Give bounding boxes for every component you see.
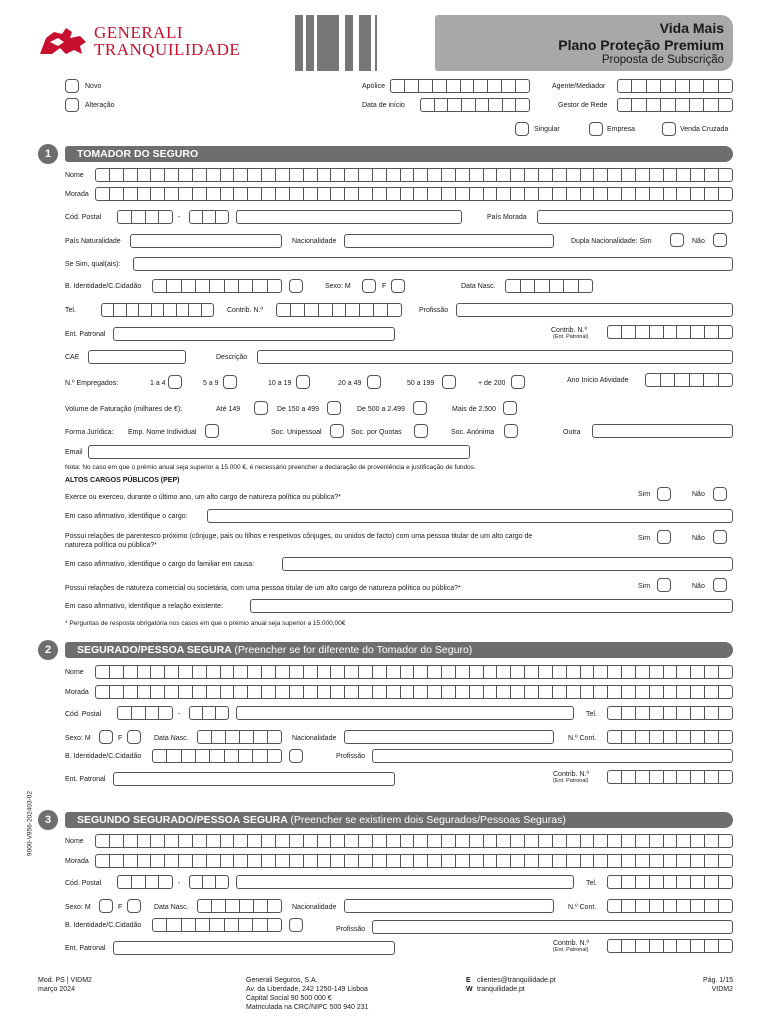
s1-q2a: Possui relações de parentesco próximo (cônjuge, pais ou filhos e respetivos cônjuges, ou unidos de facto) com uma pessoa titular de um alto cargo de — [65, 533, 533, 540]
s3-sexo-f-label: F — [118, 904, 123, 911]
s1-q2-nao-checkbox[interactable] — [713, 530, 727, 544]
s3-ncont-label: N.º Cont. — [568, 904, 597, 911]
gestor-field[interactable] — [617, 98, 733, 112]
s1-q3-sim-checkbox[interactable] — [657, 578, 671, 592]
apolice-label: Apólice — [362, 83, 385, 90]
side-code: 9000-V956-202403-02 — [26, 790, 34, 857]
s1-q1-sim-label: Sim — [638, 491, 651, 498]
section1-header — [65, 146, 733, 162]
venda-cruzada-label: Venda Cruzada — [680, 126, 729, 133]
s3-profissao-label: Profissão — [336, 926, 366, 933]
s2-cod-postal-label: Cód. Postal — [65, 711, 102, 718]
footer-nipc: Matriculada na CRC/NIPC 500 940 231 — [246, 1004, 369, 1011]
s1-cae-label: CAE — [65, 354, 80, 361]
apolice-field[interactable] — [390, 79, 530, 93]
s1-emp-3-label: 10 a 19 — [268, 380, 292, 387]
s1-q3a-label: Em caso afirmativo, identifique a relação existente: — [65, 603, 223, 610]
s1-pep-title: ALTOS CARGOS PÚBLICOS (PEP) — [65, 477, 180, 484]
section2-title: SEGURADO/PESSOA SEGURA — [77, 644, 232, 656]
s1-q3-sim-label: Sim — [638, 583, 651, 590]
s3-nacionalidade-field[interactable] — [344, 899, 554, 913]
s1-cod-postal-field1[interactable] — [117, 210, 173, 224]
s1-vol-4-label: Mais de 2.500 — [452, 406, 496, 413]
s1-emp-5-checkbox[interactable] — [442, 375, 456, 389]
s1-ent-patronal-field[interactable] — [113, 327, 395, 341]
s1-forma-1-checkbox[interactable] — [205, 424, 219, 438]
s1-emp-3-checkbox[interactable] — [296, 375, 310, 389]
s1-ano-field[interactable] — [645, 373, 733, 387]
s1-descricao-field[interactable] — [257, 350, 733, 364]
s1-contrib-label: Contrib. N.º — [227, 307, 264, 314]
s1-forma-label: Forma Jurídica: — [65, 429, 114, 436]
s3-nome-field[interactable] — [95, 834, 733, 848]
s3-contrib-field[interactable] — [607, 939, 733, 953]
footer-code: VIDM2 — [711, 986, 733, 993]
s1-q1-sim-checkbox[interactable] — [657, 487, 671, 501]
s1-sexo-label: Sexo: M — [325, 283, 351, 290]
section2-header — [65, 642, 733, 658]
s1-q2c-label: Em caso afirmativo, identifique o cargo do familiar em causa: — [65, 561, 255, 568]
s1-tel-label: Tel. — [65, 307, 76, 314]
section2-subtitle: (Preencher se for diferente do Tomador do Seguro) — [234, 644, 473, 656]
s2-bi-check-digit[interactable] — [289, 749, 303, 763]
s1-contrib2-label: Contrib. N.º — [551, 327, 588, 334]
footer-email-label: E — [466, 977, 471, 984]
s3-ncont-field[interactable] — [607, 899, 733, 913]
s1-localidade-field[interactable] — [236, 210, 462, 224]
s1-emp-4-checkbox[interactable] — [367, 375, 381, 389]
s1-dupla-nao-label: Não — [692, 238, 705, 245]
s1-quais-field[interactable] — [133, 257, 733, 271]
s2-nacionalidade-field[interactable] — [344, 730, 554, 744]
empresa-label: Empresa — [607, 126, 636, 133]
s1-cae-field[interactable] — [88, 350, 186, 364]
section1-title: TOMADOR DO SEGURO — [77, 148, 199, 160]
footer-web-label: W — [466, 986, 473, 993]
s2-profissao-field[interactable] — [372, 749, 733, 763]
s1-ano-label: Ano Início Atividade — [567, 377, 629, 384]
s3-cod-postal-label: Cód. Postal — [65, 880, 102, 887]
footer-email[interactable]: clientes@tranquilidade.pt — [477, 977, 556, 984]
s1-nota: Nota: No caso em que o prémio anual seja superior a 15.000 €, é necessário preencher a declaração de proveniência e justificação de fundos. — [65, 464, 476, 471]
singular-label: Singular — [534, 126, 560, 133]
s3-sexo-f-checkbox[interactable] — [127, 899, 141, 913]
s3-ent-pat-small: (Ent. Patronal) — [553, 947, 589, 953]
s1-q2-nao-label: Não — [692, 535, 705, 542]
s1-ent-pat-small: (Ent. Patronal) — [553, 334, 589, 340]
s1-dupla-nao-checkbox[interactable] — [713, 233, 727, 247]
s1-data-nasc-field[interactable] — [505, 279, 593, 293]
s2-ncont-label: N.º Cont. — [568, 735, 597, 742]
s2-tel-field[interactable] — [607, 706, 733, 720]
lion-logo-icon — [36, 24, 90, 58]
s1-cod-postal-dash: - — [178, 214, 181, 221]
s1-emp-2-label: 5 a 9 — [203, 380, 219, 387]
s1-email-field[interactable] — [88, 445, 470, 459]
s1-emp-6-checkbox[interactable] — [511, 375, 525, 389]
section3-subtitle: (Preencher se existirem dois Segurados/Pessoas Seguras) — [290, 814, 566, 826]
s1-q1-nao-checkbox[interactable] — [713, 487, 727, 501]
s2-tel-label: Tel. — [586, 711, 597, 718]
s1-morada-label: Morada — [65, 191, 89, 198]
s1-emp-2-checkbox[interactable] — [223, 375, 237, 389]
s1-bi-check-digit[interactable] — [289, 279, 303, 293]
s1-q2-sim-checkbox[interactable] — [657, 530, 671, 544]
alteracao-checkbox[interactable] — [65, 98, 79, 112]
s2-ent-patronal-label: Ent. Patronal — [65, 776, 106, 783]
s2-data-nasc-label: Data Nasc. — [154, 735, 189, 742]
agente-label: Agente/Mediador — [552, 83, 606, 90]
s1-q2c-field[interactable] — [282, 557, 733, 571]
s1-forma-2-checkbox[interactable] — [330, 424, 344, 438]
s3-sexo-m-checkbox[interactable] — [99, 899, 113, 913]
novo-label: Novo — [85, 83, 102, 90]
s3-nome-label: Nome — [65, 838, 84, 845]
s1-q1a-field[interactable] — [207, 509, 733, 523]
s1-q2b: natureza política ou pública?* — [65, 542, 157, 549]
s1-profissao-label: Profissão — [419, 307, 449, 314]
s3-contrib-label: Contrib. N.º — [553, 940, 590, 947]
header-title2: Plano Proteção Premium — [558, 37, 724, 53]
s3-cod-postal-field2[interactable] — [189, 875, 229, 889]
s1-pais-nat-label: País Naturalidade — [65, 238, 121, 245]
s1-pais-nat-field[interactable] — [130, 234, 282, 248]
footer-date: março 2024 — [38, 986, 75, 993]
footer-company: Generali Seguros, S.A. — [246, 977, 318, 984]
s1-forma-3-checkbox[interactable] — [414, 424, 428, 438]
s1-forma-outra-field[interactable] — [592, 424, 733, 438]
s3-data-nasc-label: Data Nasc. — [154, 904, 189, 911]
s1-cod-postal-label: Cód. Postal — [65, 214, 102, 221]
novo-checkbox[interactable] — [65, 79, 79, 93]
s1-forma-5-label: Outra — [563, 429, 581, 436]
brand-line2: TRANQUILIDADE — [94, 40, 241, 59]
s3-data-nasc-field[interactable] — [197, 899, 282, 913]
s1-q1: Exerce ou exerceu, durante o último ano, um alto cargo de natureza política ou pública?* — [65, 494, 341, 501]
footer-web[interactable]: tranquilidade.pt — [477, 986, 525, 993]
s1-dupla-sim-checkbox[interactable] — [670, 233, 684, 247]
s3-sexo-label: Sexo: M — [65, 904, 91, 911]
footer-address: Av. da Liberdade, 242 1250-149 Lisboa — [246, 986, 368, 993]
s1-profissao-field[interactable] — [456, 303, 733, 317]
s3-localidade-field[interactable] — [236, 875, 574, 889]
venda-cruzada-checkbox[interactable] — [662, 122, 676, 136]
section3-header — [65, 812, 733, 828]
s1-q3: Possui relações de natureza comercial ou societária, com uma pessoa titular de um alto cargo de natureza política ou pública?* — [65, 585, 461, 592]
s1-bi-label: B. Identidade/C.Cidadão — [65, 283, 142, 290]
s3-bi-label: B. Identidade/C.Cidadão — [65, 922, 142, 929]
header-stripes — [295, 15, 435, 71]
s1-quais-label: Se Sim, qual(ais): — [65, 261, 121, 268]
s1-emp-5-label: 50 a 199 — [407, 380, 435, 387]
brand-line1: GENERALI — [94, 23, 183, 42]
s1-morada-field[interactable] — [95, 187, 733, 201]
s1-vol-4-checkbox[interactable] — [503, 401, 517, 415]
s1-email-label: Email — [65, 449, 83, 456]
s2-nome-field[interactable] — [95, 665, 733, 679]
s3-ent-patronal-field[interactable] — [113, 941, 395, 955]
s2-bi-field[interactable] — [152, 749, 282, 763]
s1-contrib-field[interactable] — [276, 303, 402, 317]
s2-sexo-m-checkbox[interactable] — [99, 730, 113, 744]
s2-sexo-f-checkbox[interactable] — [127, 730, 141, 744]
s1-forma-3-label: Soc. por Quotas — [351, 429, 402, 436]
s2-nacionalidade-label: Nacionalidade — [292, 735, 337, 742]
s1-emp-1-checkbox[interactable] — [168, 375, 182, 389]
s1-volume-label: Volume de Faturação (milhares de €): — [65, 406, 183, 413]
s3-bi-field[interactable] — [152, 918, 282, 932]
s3-nacionalidade-label: Nacionalidade — [292, 904, 337, 911]
empresa-checkbox[interactable] — [589, 122, 603, 136]
s1-vol-3-checkbox[interactable] — [413, 401, 427, 415]
s1-emp-1-label: 1 a 4 — [150, 380, 166, 387]
s1-vol-2-label: De 150 a 499 — [277, 406, 320, 413]
s1-cod-postal-field2[interactable] — [189, 210, 229, 224]
section1-number: 1 — [38, 144, 58, 164]
singular-checkbox[interactable] — [515, 122, 529, 136]
s2-data-nasc-field[interactable] — [197, 730, 282, 744]
header-subtitle: Proposta de Subscrição — [601, 54, 724, 66]
s2-cod-postal-field1[interactable] — [117, 706, 173, 720]
s3-profissao-field[interactable] — [372, 920, 733, 934]
s1-vol-2-checkbox[interactable] — [327, 401, 341, 415]
s2-sexo-f-label: F — [118, 735, 123, 742]
s3-cod-postal-dash: - — [178, 880, 181, 887]
s3-morada-field[interactable] — [95, 854, 733, 868]
s1-bi-field[interactable] — [152, 279, 282, 293]
s1-vol-3-label: De 500 a 2.499 — [357, 406, 405, 413]
s1-nome-label: Nome — [65, 172, 84, 179]
s1-ent-patronal-label: Ent. Patronal — [65, 331, 106, 338]
s1-descricao-label: Descrição — [216, 354, 248, 361]
s2-sexo-label: Sexo: M — [65, 735, 91, 742]
s1-dupla-label: Dupla Nacionalidade: Sim — [571, 238, 652, 245]
s2-contrib-field[interactable] — [607, 770, 733, 784]
s3-morada-label: Morada — [65, 858, 89, 865]
s1-data-nasc-label: Data Nasc. — [461, 283, 496, 290]
s1-vol-1-checkbox[interactable] — [254, 401, 268, 415]
s2-profissao-label: Profissão — [336, 753, 366, 760]
s1-forma-4-checkbox[interactable] — [504, 424, 518, 438]
s1-sexo-f-label: F — [382, 283, 387, 290]
s3-tel-label: Tel. — [586, 880, 597, 887]
s2-ent-patronal-field[interactable] — [113, 772, 395, 786]
s3-cod-postal-field1[interactable] — [117, 875, 173, 889]
section3-title: SEGUNDO SEGURADO/PESSOA SEGURA — [77, 814, 288, 826]
s1-empregados-label: N.º Empregados: — [65, 380, 119, 387]
s2-morada-label: Morada — [65, 689, 89, 696]
s2-morada-field[interactable] — [95, 685, 733, 699]
s1-q1-nao-label: Não — [692, 491, 705, 498]
s1-forma-2-label: Soc. Unipessoal — [271, 429, 322, 436]
s1-vol-1-label: Até 149 — [216, 406, 241, 413]
s1-nacionalidade-field[interactable] — [344, 234, 554, 248]
s2-cod-postal-field2[interactable] — [189, 706, 229, 720]
s2-ent-pat-small: (Ent. Patronal) — [553, 778, 589, 784]
footer-mod: Mod. PS | VIDM2 — [38, 977, 92, 984]
logo — [36, 24, 241, 60]
s2-cod-postal-dash: - — [178, 711, 181, 718]
s1-q2-sim-label: Sim — [638, 535, 651, 542]
footer-capital: Capital Social 90 500 000 € — [246, 995, 332, 1002]
data-inicio-label: Data de início — [362, 102, 405, 109]
s1-forma-4-label: Soc. Anónima — [451, 429, 495, 436]
s1-nacionalidade-label: Nacionalidade — [292, 238, 337, 245]
section3-number: 3 — [38, 810, 58, 830]
s1-contrib2-field[interactable] — [607, 325, 733, 339]
s1-q3a-field[interactable] — [250, 599, 733, 613]
s1-forma-1-label: Emp. Nome Individual — [128, 429, 197, 436]
footer-page: Pág. 1/15 — [703, 977, 733, 984]
s1-sexo-m-checkbox[interactable] — [362, 279, 376, 293]
s3-ent-patronal-label: Ent. Patronal — [65, 945, 106, 952]
s3-bi-check-digit[interactable] — [289, 918, 303, 932]
s1-emp-6-label: + de 200 — [478, 380, 506, 387]
alteracao-label: Alteração — [85, 102, 115, 109]
s3-tel-field[interactable] — [607, 875, 733, 889]
s1-pais-morada-label: País Morada — [487, 214, 527, 221]
s1-q3-nao-checkbox[interactable] — [713, 578, 727, 592]
s2-ncont-field[interactable] — [607, 730, 733, 744]
s1-footnote: * Perguntas de resposta obrigatória nos casos em que o prémio anual seja superior a 15.000,00€ — [65, 620, 346, 627]
s2-nome-label: Nome — [65, 669, 84, 676]
s1-sexo-f-checkbox[interactable] — [391, 279, 405, 293]
data-inicio-field[interactable] — [420, 98, 530, 112]
agente-field[interactable] — [617, 79, 733, 93]
s1-q1a-label: Em caso afirmativo, identifique o cargo: — [65, 513, 188, 520]
s1-nome-field[interactable] — [95, 168, 733, 182]
section2-number: 2 — [38, 640, 58, 660]
s2-bi-label: B. Identidade/C.Cidadão — [65, 753, 142, 760]
gestor-label: Gestor de Rede — [558, 102, 608, 109]
header-title1: Vida Mais — [659, 20, 724, 36]
s1-pais-morada-field[interactable] — [537, 210, 733, 224]
s1-q3-nao-label: Não — [692, 583, 705, 590]
s1-tel-field[interactable] — [101, 303, 214, 317]
s1-emp-4-label: 20 a 49 — [338, 380, 362, 387]
s2-contrib-label: Contrib. N.º — [553, 771, 590, 778]
s2-localidade-field[interactable] — [236, 706, 574, 720]
